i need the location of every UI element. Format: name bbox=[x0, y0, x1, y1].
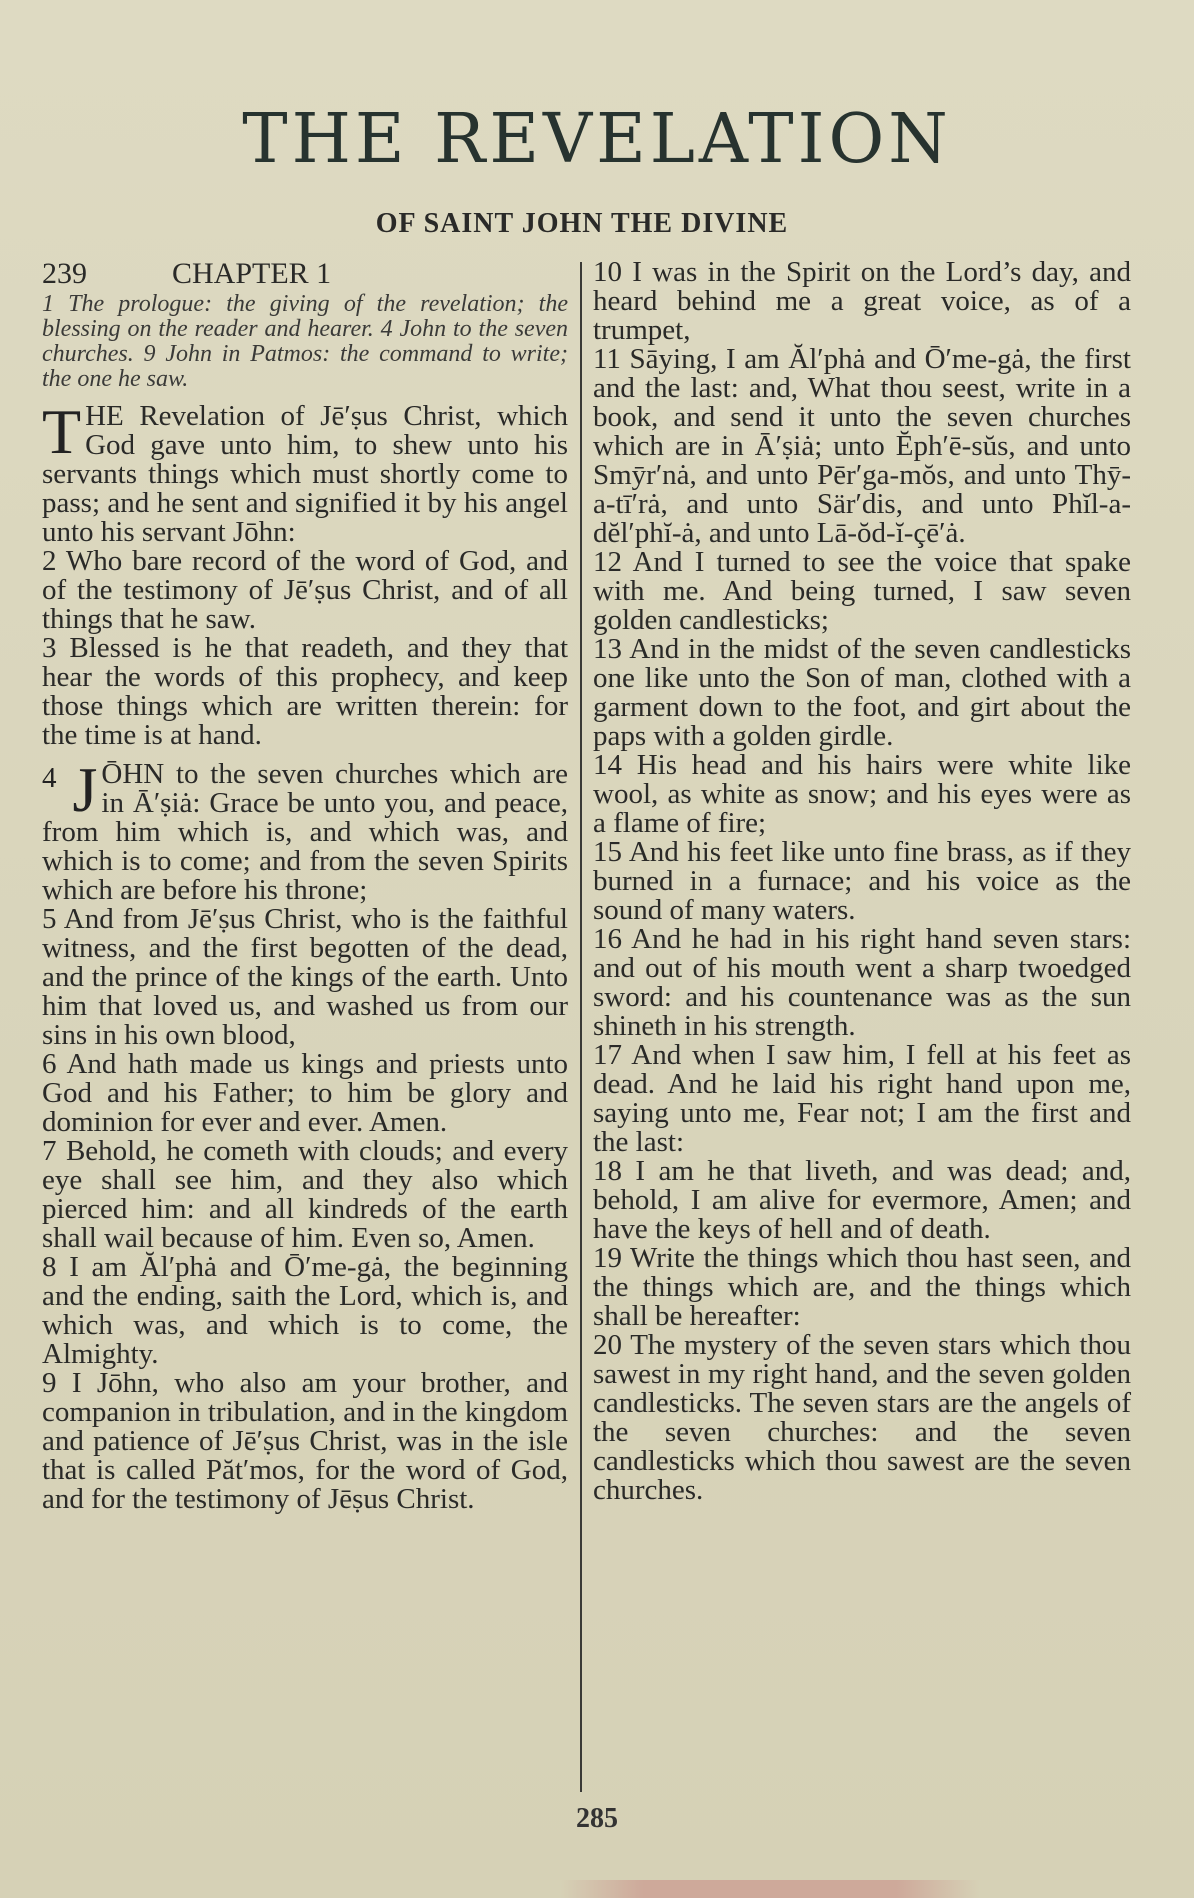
verse-3: 3 Blessed is he that readeth, and they that hear the words of this prophecy, and keep those things which are written therein: for the time is at hand. bbox=[42, 632, 568, 751]
verse-17: 17 And when I saw him, I fell at his feet as dead. And he laid his right hand upon me, saying unto me, Fear not; I am the first and the last: bbox=[593, 1039, 1131, 1158]
chapter-ref-number: 239 bbox=[42, 257, 87, 290]
verse-text: ŌHN to the seven churches which are in Ā′ṣiȧ: Grace be unto you, and peace, from him which is, and which was, and which is to come; and from the seven Spirits which are before his throne; bbox=[42, 758, 568, 906]
left-column bbox=[42, 258, 568, 1514]
verse-9: 9 I Jōhn, who also am your brother, and companion in tribulation, and in the kingdom and patience of Jē′ṣus Christ, was in the isle that is called Păt′mos, for the word of God, and for the testimony of Jēṣus Christ. bbox=[42, 1367, 568, 1515]
verse-text: HE Revelation of Jē′ṣus Christ, which God gave unto him, to shew unto his servants things which must shortly come to pass; and he sent and signified it by his angel unto his servant Jōhn: bbox=[42, 400, 568, 548]
page-number: 285 bbox=[576, 1803, 618, 1834]
verse-number: 4 bbox=[42, 762, 57, 794]
verse-2: 2 Who bare record of the word of God, and of the testimony of Jē′ṣus Christ, and of all things that he saw. bbox=[42, 545, 568, 635]
book-title: THE REVELATION bbox=[242, 100, 952, 179]
verse-16: 16 And he had in his right hand seven stars: and out of his mouth went a sharp twoedged sword: and his countenance was as the sun shineth in his strength. bbox=[593, 923, 1131, 1042]
verse-19: 19 Write the things which thou hast seen, and the things which are, and the things which shall be hereafter: bbox=[593, 1242, 1131, 1332]
verse-13: 13 And in the midst of the seven candlesticks one like unto the Son of man, clothed with a garment down to the foot, and girt about the paps with a golden girdle. bbox=[593, 633, 1131, 752]
verse-10: 10 I was in the Spirit on the Lord’s day, and heard behind me a great voice, as of a trumpet, bbox=[593, 256, 1131, 346]
verse-4 bbox=[42, 754, 568, 906]
verse-12: 12 And I turned to see the voice that spake with me. And being turned, I saw seven golden candlesticks; bbox=[593, 546, 1131, 636]
verse-18: 18 I am he that liveth, and was dead; and, behold, I am alive for evermore, Amen; and have the keys of hell and of death. bbox=[593, 1155, 1131, 1245]
verse-20: 20 The mystery of the seven stars which thou sawest in my right hand, and the seven golden candlesticks. The seven stars are the angels of the seven churches: and the seven candlesticks which thou sawest are the seven churches. bbox=[593, 1329, 1131, 1506]
chapter-heading bbox=[42, 258, 568, 290]
verse-11: 11 Sāying, I am Ăl′phȧ and Ō′me-gȧ, the first and the last: and, What thou seest, write in a book, and send it unto the seven churches which are in Ā′ṣiȧ; unto Ĕph′ē-sŭs, and unto Smȳr′nȧ, and unto Pēr′ga-mŏs, and unto Thȳ-a-tī′rȧ, and unto Sär′dis, and unto Phĭl-a-dĕl′phĭ-ȧ, and unto Lā-ŏd-ĭ-çē′ȧ. bbox=[593, 343, 1131, 549]
drop-cap bbox=[42, 754, 98, 825]
page-edge-stain bbox=[560, 1880, 980, 1898]
drop-cap: T bbox=[42, 396, 82, 467]
drop-cap-letter: J bbox=[72, 754, 98, 825]
right-column bbox=[593, 258, 1131, 1505]
chapter-summary: 1 The prologue: the giving of the revelation; the blessing on the reader and hearer. 4 John to the seven churches. 9 John in Patmos: the command to write; the one he saw. bbox=[42, 291, 568, 392]
verse-14: 14 His head and his hairs were white like wool, as white as snow; and his eyes were as a flame of fire; bbox=[593, 749, 1131, 839]
chapter-title: CHAPTER 1 bbox=[172, 257, 332, 290]
verse-6: 6 And hath made us kings and priests unto God and his Father; to him be glory and dominion for ever and ever. Amen. bbox=[42, 1048, 568, 1138]
verse-15: 15 And his feet like unto fine brass, as if they burned in a furnace; and his voice as the sound of many waters. bbox=[593, 836, 1131, 926]
verse-8: 8 I am Ăl′phȧ and Ō′me-gȧ, the beginning and the ending, saith the Lord, which is, and which was, and which is to come, the Almighty. bbox=[42, 1251, 568, 1370]
verse-1 bbox=[42, 396, 568, 548]
verse-7: 7 Behold, he cometh with clouds; and every eye shall see him, and they also which pierced him: and all kindreds of the earth shall wail because of him. Even so, Amen. bbox=[42, 1135, 568, 1254]
column-divider bbox=[580, 262, 582, 1792]
book-subtitle: OF SAINT JOHN THE DIVINE bbox=[375, 208, 789, 239]
verse-5: 5 And from Jē′ṣus Christ, who is the faithful witness, and the first begotten of the dead, and the prince of the kings of the earth. Unto him that loved us, and washed us from our sins in his own blood, bbox=[42, 903, 568, 1051]
